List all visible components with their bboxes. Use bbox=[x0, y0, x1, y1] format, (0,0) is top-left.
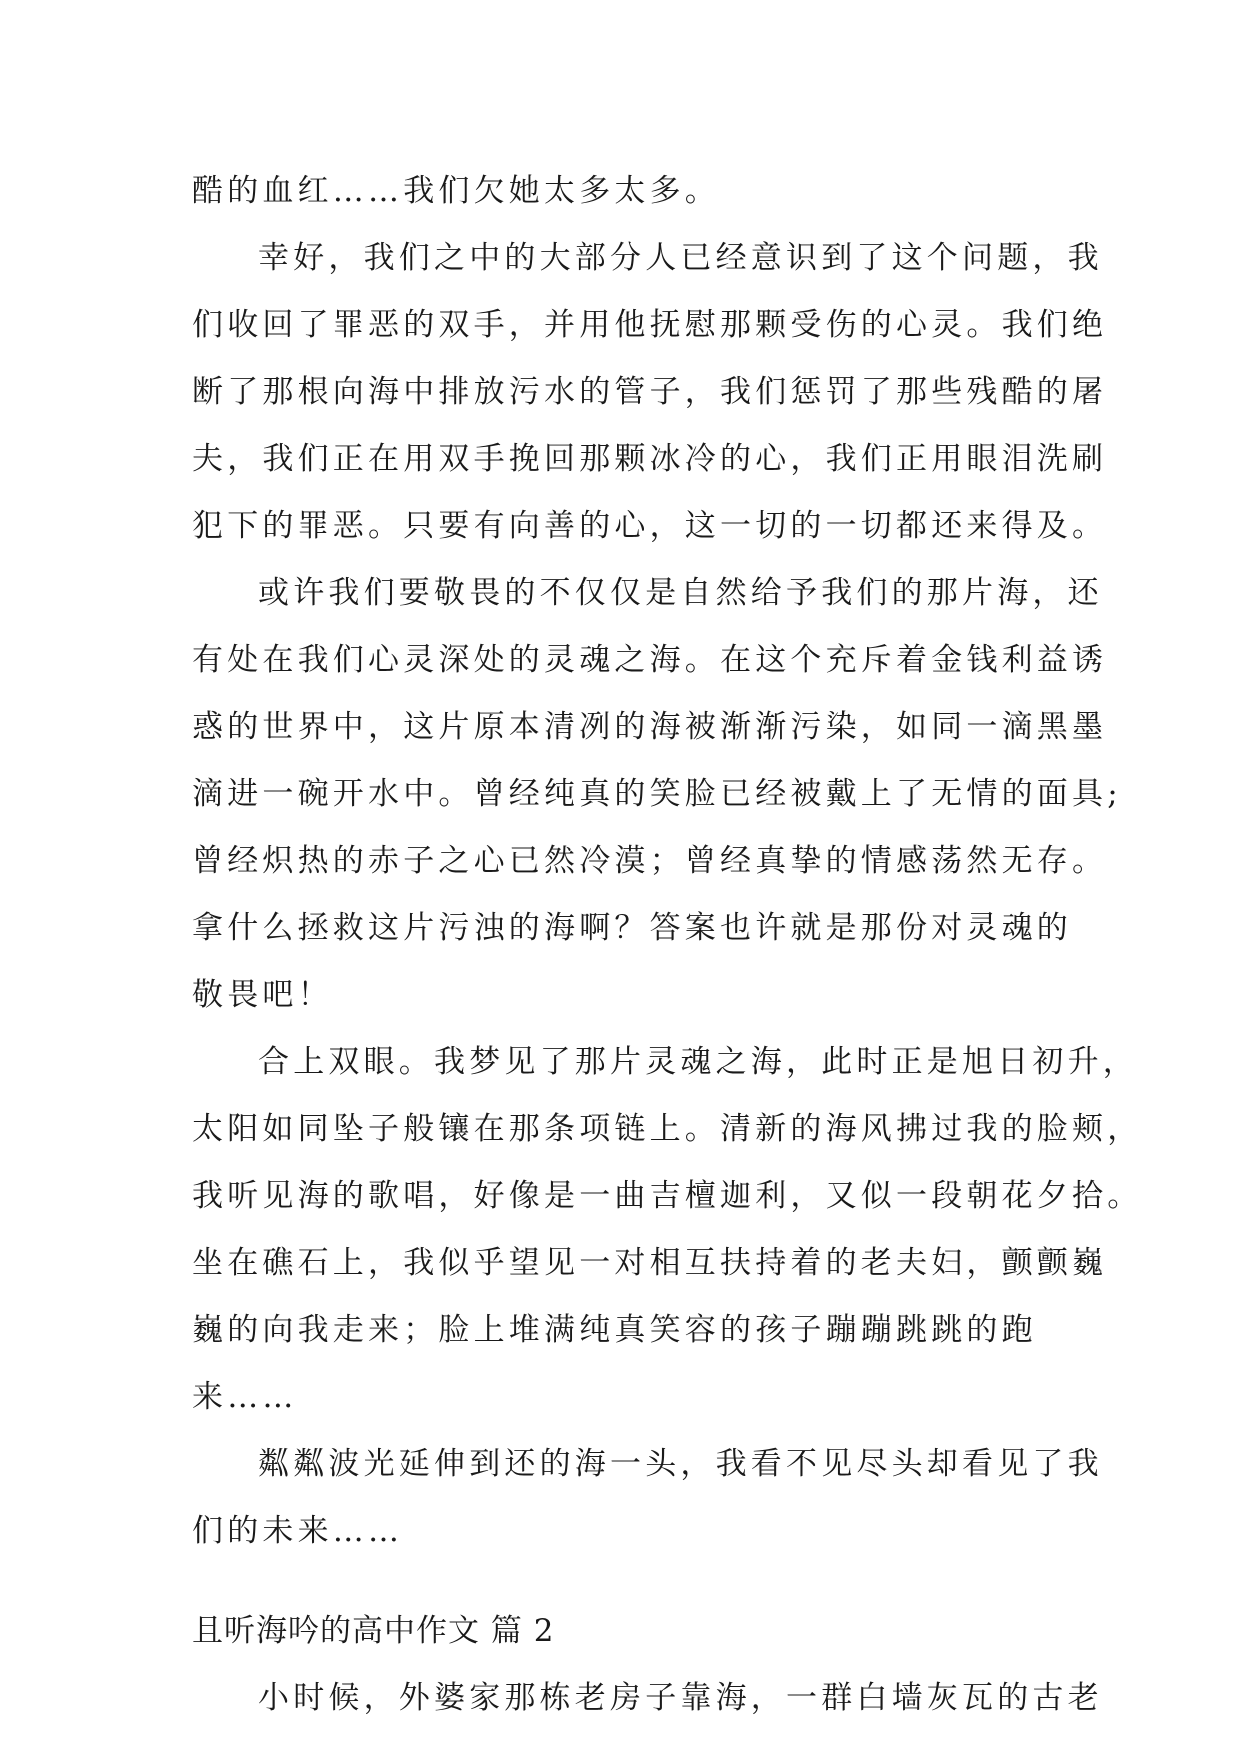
text-line: 敬畏吧！ bbox=[192, 977, 333, 1013]
text-line: 夫，我们正在用双手挽回那颗冰冷的心，我们正用眼泪洗刷 bbox=[192, 441, 1108, 477]
paragraph bbox=[192, 1431, 1103, 1565]
paragraph bbox=[192, 1029, 1143, 1431]
text-line: 曾经炽热的赤子之心已然冷漠；曾经真挚的情感荡然无存。 bbox=[192, 843, 1108, 879]
text-line: 惑的世界中，这片原本清冽的海被渐渐污染，如同一滴黑墨 bbox=[192, 709, 1108, 745]
text-line: 合上双眼。我梦见了那片灵魂之海，此时正是旭日初升， bbox=[258, 1044, 1138, 1080]
section-heading: 且听海吟的高中作文 篇 2 bbox=[192, 1613, 555, 1649]
document-body bbox=[192, 158, 1143, 1732]
text-line: 幸好，我们之中的大部分人已经意识到了这个问题，我 bbox=[258, 240, 1103, 276]
text-line: 有处在我们心灵深处的灵魂之海。在这个充斥着金钱利益诱 bbox=[192, 642, 1108, 678]
text-line: 小时候，外婆家那栋老房子靠海，一群白墙灰瓦的古老 bbox=[258, 1680, 1103, 1716]
paragraph bbox=[192, 560, 1122, 1029]
text-line: 我听见海的歌唱，好像是一曲吉檀迦利，又似一段朝花夕拾。 bbox=[192, 1178, 1143, 1214]
text-line: 来…… bbox=[192, 1379, 298, 1415]
text-line: 滴进一碗开水中。曾经纯真的笑脸已经被戴上了无情的面具; bbox=[192, 776, 1122, 812]
text-line: 断了那根向海中排放污水的管子，我们惩罚了那些残酷的屠 bbox=[192, 374, 1108, 410]
text-line: 们收回了罪恶的双手，并用他抚慰那颗受伤的心灵。我们绝 bbox=[192, 307, 1108, 343]
paragraph bbox=[192, 225, 1108, 560]
text-line: 或许我们要敬畏的不仅仅是自然给予我们的那片海，还 bbox=[258, 575, 1103, 611]
text-line: 拿什么拯救这片污浊的海啊？答案也许就是那份对灵魂的 bbox=[192, 910, 1072, 946]
paragraph bbox=[192, 158, 1062, 225]
text-line: 酷的血红……我们欠她太多太多。 bbox=[192, 173, 720, 209]
text-line: 犯下的罪恶。只要有向善的心，这一切的一切都还来得及。 bbox=[192, 508, 1108, 544]
paragraph bbox=[192, 1665, 1103, 1732]
section-gap bbox=[192, 1565, 1062, 1598]
text-line: 巍的向我走来；脸上堆满纯真笑容的孩子蹦蹦跳跳的跑 bbox=[192, 1312, 1037, 1348]
text-line: 太阳如同坠子般镶在那条项链上。清新的海风拂过我的脸颊， bbox=[192, 1111, 1143, 1147]
text-line: 坐在礁石上，我似乎望见一对相互扶持着的老夫妇，颤颤巍 bbox=[192, 1245, 1108, 1281]
text-line: 粼粼波光延伸到还的海一头，我看不见尽头却看见了我 bbox=[258, 1446, 1103, 1482]
text-line: 们的未来…… bbox=[192, 1513, 404, 1549]
